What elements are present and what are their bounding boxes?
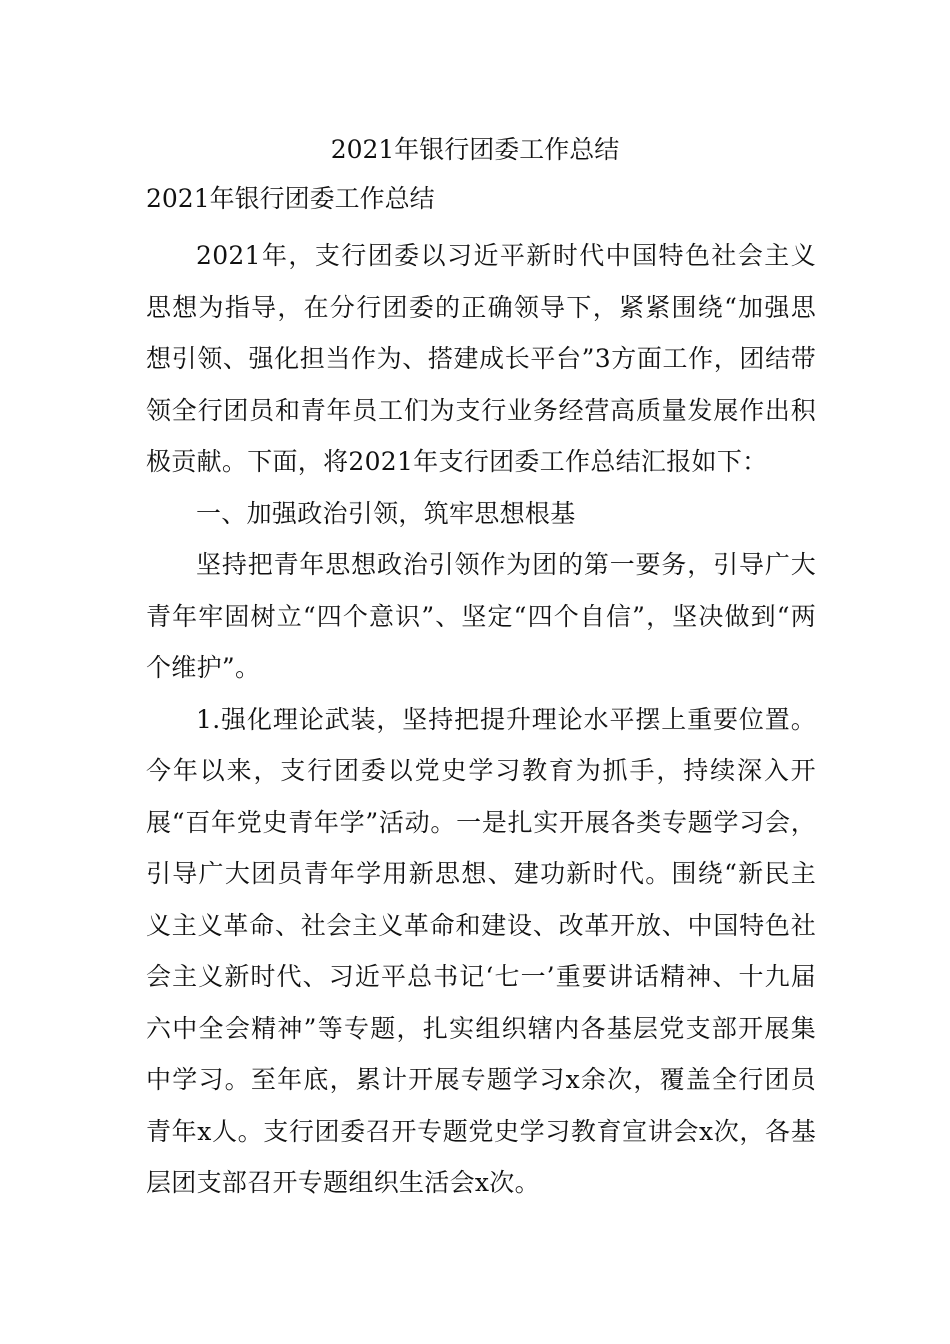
document-title: 2021年银行团委工作总结 (330, 135, 620, 164)
document-subtitle: 2021年银行团委工作总结 (146, 184, 435, 213)
paragraph-intro: 2021年，支行团委以习近平新时代中国特色社会主义思想为指导，在分行团委的正确领导下，紧紧围绕“加强思想引领、强化担当作为、搭建成长平台”3方面工作，团结带领全行团员和青年员工们为支行业务经营高质量发展作出积极贡献。下面，将2021年支行团委工作总结汇报如下： (146, 241, 816, 476)
document-body (146, 230, 816, 1209)
paragraph-item-1: 1.强化理论武装，坚持把提升理论水平摆上重要位置。今年以来，支行团委以党史学习教育为抓手，持续深入开展“百年党史青年学”活动。一是扎实开展各类专题学习会，引导广大团员青年学用新思想、建功新时代。围绕“新民主义主义革命、社会主义革命和建设、改革开放、中国特色社会主义新时代、习近平总书记‘七一’重要讲话精神、十九届六中全会精神”等专题，扎实组织辖内各基层党支部开展集中学习。至年底，累计开展专题学习x余次，覆盖全行团员青年x人。支行团委召开专题党史学习教育宣讲会x次，各基层团支部召开专题组织生活会x次。 (146, 704, 816, 1197)
section-heading-1: 一、加强政治引领，筑牢思想根基 (196, 498, 576, 528)
paragraph-section-1: 坚持把青年思想政治引领作为团的第一要务，引导广大青年牢固树立“四个意识”、坚定“四个自信”，坚决做到“两个维护”。 (146, 550, 816, 682)
